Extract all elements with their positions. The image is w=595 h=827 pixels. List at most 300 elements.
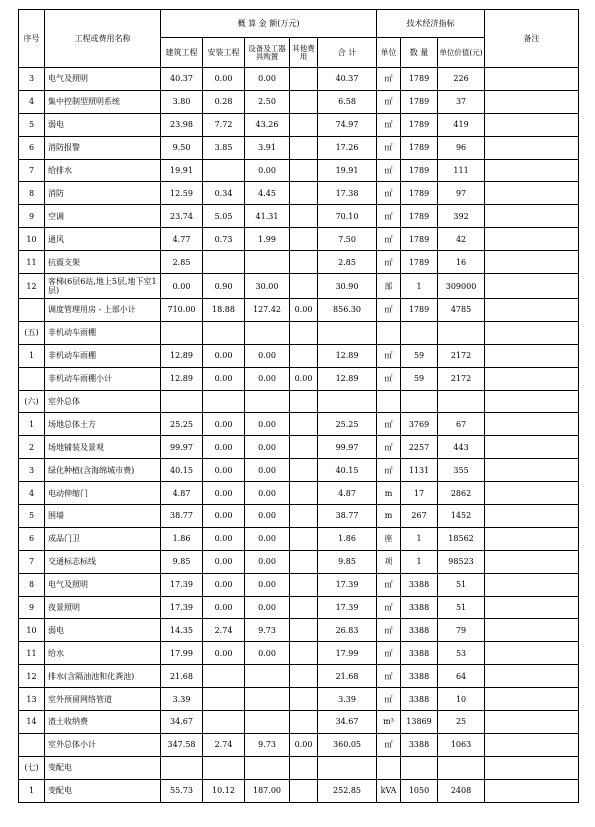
cell-equip: 0.00 (245, 596, 290, 619)
cell-other (290, 274, 318, 299)
cell-install: 0.00 (203, 527, 245, 550)
cell-seq (19, 367, 45, 390)
cell-name: 室外预留网络管道 (45, 688, 161, 711)
cell-total: 26.83 (318, 619, 377, 642)
cell-install: 3.85 (203, 136, 245, 159)
cell-other (290, 344, 318, 367)
cell-build: 55.73 (161, 779, 203, 802)
cell-name: 渣土收纳费 (45, 711, 161, 734)
cell-build: 12.89 (161, 344, 203, 367)
cell-seq: (五) (19, 321, 45, 344)
cell-name: 夜景照明 (45, 596, 161, 619)
cell-name: 变配电 (45, 779, 161, 802)
cell-total: 19.91 (318, 159, 377, 182)
cell-unit: ㎡ (377, 733, 401, 756)
cell-unit-price: 42 (438, 228, 485, 251)
cell-equip: 0.00 (245, 573, 290, 596)
cell-other (290, 779, 318, 802)
cell-name: 消防 (45, 182, 161, 205)
cell-seq: 4 (19, 90, 45, 113)
cell-remark (485, 779, 579, 802)
cell-unit: ㎡ (377, 90, 401, 113)
cell-unit: m³ (377, 711, 401, 734)
cell-remark (485, 68, 579, 91)
header-remark: 备注 (485, 10, 579, 68)
header-tech-group: 技术经济指标 (377, 10, 485, 38)
table-row (19, 413, 579, 436)
cell-name: 抗震支架 (45, 251, 161, 274)
table-row (19, 756, 579, 779)
cell-other (290, 251, 318, 274)
cell-unit (377, 321, 401, 344)
cell-seq (19, 299, 45, 322)
cell-equip (245, 390, 290, 413)
cell-seq: 1 (19, 344, 45, 367)
cell-remark (485, 573, 579, 596)
cell-seq: 13 (19, 688, 45, 711)
table-row (19, 482, 579, 505)
header-name: 工程或费用名称 (45, 10, 161, 68)
table-row (19, 182, 579, 205)
cell-qty: 2257 (401, 436, 438, 459)
cell-remark (485, 299, 579, 322)
cell-unit-price: 419 (438, 113, 485, 136)
cell-name: 电动伸缩门 (45, 482, 161, 505)
cell-seq: 9 (19, 596, 45, 619)
cell-install: 7.72 (203, 113, 245, 136)
cell-unit: ㎡ (377, 596, 401, 619)
cell-unit-price: 443 (438, 436, 485, 459)
cell-install: 0.00 (203, 367, 245, 390)
table-row (19, 619, 579, 642)
table-header (19, 10, 579, 68)
cell-qty: 1789 (401, 182, 438, 205)
cell-equip (245, 251, 290, 274)
cell-equip: 1.99 (245, 228, 290, 251)
cell-total: 17.39 (318, 596, 377, 619)
cell-install: 0.00 (203, 68, 245, 91)
cell-other (290, 505, 318, 528)
cell-total: 17.39 (318, 573, 377, 596)
cell-equip: 0.00 (245, 459, 290, 482)
cell-install (203, 390, 245, 413)
cell-other (290, 205, 318, 228)
cell-other (290, 90, 318, 113)
table-row (19, 228, 579, 251)
table-row (19, 136, 579, 159)
cell-seq (19, 733, 45, 756)
cell-install: 5.05 (203, 205, 245, 228)
cell-remark (485, 413, 579, 436)
cell-build: 4.77 (161, 228, 203, 251)
table-row (19, 299, 579, 322)
cell-install: 0.00 (203, 573, 245, 596)
cell-total: 4.87 (318, 482, 377, 505)
cell-other (290, 321, 318, 344)
cell-seq: 5 (19, 505, 45, 528)
cell-unit-price: 392 (438, 205, 485, 228)
header-seq: 序号 (19, 10, 45, 68)
cell-unit: ㎡ (377, 113, 401, 136)
cell-name: 客梯(6层6站,地上5层,地下室1层) (45, 274, 161, 299)
cell-build (161, 321, 203, 344)
cell-remark (485, 436, 579, 459)
cell-remark (485, 665, 579, 688)
cell-unit: ㎡ (377, 344, 401, 367)
cell-total: 252.85 (318, 779, 377, 802)
cell-other: 0.00 (290, 733, 318, 756)
cell-install: 2.74 (203, 619, 245, 642)
table-row (19, 596, 579, 619)
cell-total: 856.30 (318, 299, 377, 322)
cell-unit: 座 (377, 527, 401, 550)
cell-total: 17.99 (318, 642, 377, 665)
cell-name: 电气及照明 (45, 68, 161, 91)
cell-total (318, 390, 377, 413)
cell-other (290, 756, 318, 779)
cell-build (161, 756, 203, 779)
cell-install: 0.00 (203, 596, 245, 619)
cell-build: 1.86 (161, 527, 203, 550)
cell-other (290, 550, 318, 573)
cell-qty: 3388 (401, 619, 438, 642)
cell-build: 19.91 (161, 159, 203, 182)
cell-unit (377, 390, 401, 413)
cell-build: 17.99 (161, 642, 203, 665)
cell-unit: ㎡ (377, 251, 401, 274)
cell-unit-price: 2172 (438, 367, 485, 390)
cell-remark (485, 321, 579, 344)
table-row (19, 733, 579, 756)
cell-other (290, 413, 318, 436)
cell-total: 2.85 (318, 251, 377, 274)
cell-remark (485, 367, 579, 390)
cell-unit: ㎡ (377, 688, 401, 711)
cell-name: 给排水 (45, 159, 161, 182)
table-row (19, 711, 579, 734)
cell-remark (485, 596, 579, 619)
cell-seq: 9 (19, 205, 45, 228)
cell-qty: 1789 (401, 68, 438, 91)
cell-qty: 59 (401, 344, 438, 367)
cell-unit: ㎡ (377, 182, 401, 205)
cell-qty: 17 (401, 482, 438, 505)
cost-estimate-sheet (18, 9, 578, 803)
cell-unit-price: 18562 (438, 527, 485, 550)
cell-equip: 0.00 (245, 367, 290, 390)
table-row (19, 436, 579, 459)
cell-seq: 7 (19, 159, 45, 182)
table-row (19, 459, 579, 482)
cell-unit: ㎡ (377, 136, 401, 159)
cell-total: 38.77 (318, 505, 377, 528)
cell-other (290, 665, 318, 688)
cell-other (290, 182, 318, 205)
cell-seq: 12 (19, 274, 45, 299)
cell-build: 12.89 (161, 367, 203, 390)
cell-remark (485, 136, 579, 159)
table-row (19, 505, 579, 528)
cell-total: 74.97 (318, 113, 377, 136)
cell-remark (485, 182, 579, 205)
header-budget-group: 概 算 金 额(万元) (161, 10, 377, 38)
cell-seq: 4 (19, 482, 45, 505)
cell-unit-price: 309000 (438, 274, 485, 299)
cell-install: 0.00 (203, 642, 245, 665)
cell-unit: ㎡ (377, 459, 401, 482)
cell-name: 室外总体 (45, 390, 161, 413)
cell-install: 0.00 (203, 413, 245, 436)
cell-total: 12.89 (318, 367, 377, 390)
cell-unit-price: 67 (438, 413, 485, 436)
cell-qty: 1 (401, 550, 438, 573)
table-row (19, 779, 579, 802)
cell-other (290, 436, 318, 459)
table-row (19, 113, 579, 136)
cell-unit: ㎡ (377, 68, 401, 91)
table-row (19, 550, 579, 573)
cell-remark (485, 756, 579, 779)
cell-unit-price: 355 (438, 459, 485, 482)
cell-unit-price (438, 321, 485, 344)
cell-build: 17.39 (161, 573, 203, 596)
cell-seq: 11 (19, 251, 45, 274)
cell-other (290, 159, 318, 182)
cell-seq: 5 (19, 113, 45, 136)
cell-unit (377, 756, 401, 779)
cell-total (318, 321, 377, 344)
cell-total: 7.50 (318, 228, 377, 251)
cell-qty: 3388 (401, 573, 438, 596)
cell-qty: 59 (401, 367, 438, 390)
cell-other (290, 711, 318, 734)
cell-equip: 0.00 (245, 642, 290, 665)
cell-name: 通风 (45, 228, 161, 251)
cell-unit-price: 2172 (438, 344, 485, 367)
cell-unit: ㎡ (377, 413, 401, 436)
cell-equip: 0.00 (245, 550, 290, 573)
cell-unit: ㎡ (377, 573, 401, 596)
cell-other (290, 390, 318, 413)
cell-name: 室外总体小计 (45, 733, 161, 756)
cell-install: 2.74 (203, 733, 245, 756)
header-equip: 设备及工器具购置 (245, 38, 290, 68)
cell-seq: 2 (19, 436, 45, 459)
cell-unit: ㎡ (377, 665, 401, 688)
cell-total: 1.86 (318, 527, 377, 550)
cell-seq: 11 (19, 642, 45, 665)
cell-qty: 3388 (401, 596, 438, 619)
cell-qty: 1789 (401, 136, 438, 159)
cell-equip: 127.42 (245, 299, 290, 322)
cell-qty: 1 (401, 274, 438, 299)
cell-unit-price: 37 (438, 90, 485, 113)
cell-install: 0.00 (203, 459, 245, 482)
cell-qty: 1789 (401, 251, 438, 274)
cell-build: 17.39 (161, 596, 203, 619)
cell-other (290, 228, 318, 251)
cell-equip: 41.31 (245, 205, 290, 228)
cell-unit-price: 79 (438, 619, 485, 642)
cell-install: 0.90 (203, 274, 245, 299)
cell-qty: 3388 (401, 733, 438, 756)
cell-remark (485, 344, 579, 367)
cell-qty: 1789 (401, 159, 438, 182)
cell-total: 3.39 (318, 688, 377, 711)
cell-seq: 6 (19, 136, 45, 159)
cell-unit: 项 (377, 550, 401, 573)
cell-unit: ㎡ (377, 619, 401, 642)
cell-install: 0.00 (203, 550, 245, 573)
cell-remark (485, 642, 579, 665)
cell-seq: (六) (19, 390, 45, 413)
cell-seq: 12 (19, 665, 45, 688)
cell-install: 0.34 (203, 182, 245, 205)
cell-total: 17.26 (318, 136, 377, 159)
cell-total: 25.25 (318, 413, 377, 436)
cell-seq: 3 (19, 459, 45, 482)
cell-equip: 187.00 (245, 779, 290, 802)
table-row (19, 251, 579, 274)
cell-equip: 9.73 (245, 733, 290, 756)
table-row (19, 159, 579, 182)
cell-remark (485, 90, 579, 113)
table-row (19, 390, 579, 413)
cell-build: 25.25 (161, 413, 203, 436)
cell-build: 99.97 (161, 436, 203, 459)
cell-qty: 1789 (401, 299, 438, 322)
cell-qty: 1 (401, 527, 438, 550)
cell-name: 调度管理用房 - 上部小计 (45, 299, 161, 322)
cell-unit: ㎡ (377, 205, 401, 228)
cell-qty: 1789 (401, 205, 438, 228)
cell-name: 绿化种植(含海绵城市费) (45, 459, 161, 482)
cell-install: 0.00 (203, 505, 245, 528)
cell-unit-price: 1063 (438, 733, 485, 756)
header-unit: 单位 (377, 38, 401, 68)
cell-seq: 14 (19, 711, 45, 734)
cell-qty: 1789 (401, 228, 438, 251)
cell-qty: 13869 (401, 711, 438, 734)
cell-equip: 0.00 (245, 159, 290, 182)
cell-build: 23.98 (161, 113, 203, 136)
cell-equip: 0.00 (245, 413, 290, 436)
cell-total: 34.67 (318, 711, 377, 734)
cell-build: 12.59 (161, 182, 203, 205)
cell-seq: (七) (19, 756, 45, 779)
cell-build: 38.77 (161, 505, 203, 528)
cell-remark (485, 390, 579, 413)
cell-build: 9.85 (161, 550, 203, 573)
cell-name: 弱电 (45, 113, 161, 136)
cell-remark (485, 251, 579, 274)
cell-other (290, 136, 318, 159)
cell-equip: 0.00 (245, 482, 290, 505)
cell-total: 40.37 (318, 68, 377, 91)
table-row (19, 665, 579, 688)
cell-unit-price (438, 390, 485, 413)
cell-qty: 3388 (401, 665, 438, 688)
cell-build: 0.00 (161, 274, 203, 299)
cell-build: 4.87 (161, 482, 203, 505)
cell-name: 电气及照明 (45, 573, 161, 596)
cell-unit-price: 97 (438, 182, 485, 205)
cell-other (290, 688, 318, 711)
cell-build: 3.39 (161, 688, 203, 711)
cell-unit-price: 4785 (438, 299, 485, 322)
table-row (19, 344, 579, 367)
cell-name: 给水 (45, 642, 161, 665)
cell-name: 围墙 (45, 505, 161, 528)
cell-total: 30.90 (318, 274, 377, 299)
cell-other (290, 68, 318, 91)
cell-unit: ㎡ (377, 159, 401, 182)
cell-qty: 3769 (401, 413, 438, 436)
cell-equip: 0.00 (245, 505, 290, 528)
cell-seq: 6 (19, 527, 45, 550)
cell-unit: ㎡ (377, 228, 401, 251)
cell-name: 交通标志标线 (45, 550, 161, 573)
cell-remark (485, 527, 579, 550)
cell-install (203, 321, 245, 344)
cell-qty (401, 390, 438, 413)
table-row (19, 90, 579, 113)
header-unit-price: 单位价值(元) (438, 38, 485, 68)
cell-unit-price: 98523 (438, 550, 485, 573)
cell-build: 347.58 (161, 733, 203, 756)
cell-unit-price: 96 (438, 136, 485, 159)
cell-unit: ㎡ (377, 367, 401, 390)
cell-equip (245, 711, 290, 734)
cell-remark (485, 711, 579, 734)
cell-other (290, 619, 318, 642)
table-row (19, 642, 579, 665)
cell-unit-price: 64 (438, 665, 485, 688)
cell-unit: m (377, 505, 401, 528)
cell-unit-price: 53 (438, 642, 485, 665)
cell-build: 2.85 (161, 251, 203, 274)
cell-install (203, 756, 245, 779)
cell-build: 34.67 (161, 711, 203, 734)
cell-install: 0.28 (203, 90, 245, 113)
cell-other (290, 527, 318, 550)
cell-remark (485, 550, 579, 573)
cell-name: 集中控制型照明系统 (45, 90, 161, 113)
cell-install: 10.12 (203, 779, 245, 802)
cell-build: 21.68 (161, 665, 203, 688)
cell-install: 18.88 (203, 299, 245, 322)
cell-unit-price (438, 756, 485, 779)
cell-unit-price: 1452 (438, 505, 485, 528)
cell-unit: kVA (377, 779, 401, 802)
table-row (19, 205, 579, 228)
cell-name: 弱电 (45, 619, 161, 642)
cell-total: 12.89 (318, 344, 377, 367)
header-install: 安装工程 (203, 38, 245, 68)
table-row (19, 688, 579, 711)
cell-other: 0.00 (290, 299, 318, 322)
cost-estimate-table (18, 9, 579, 803)
cell-unit: m (377, 482, 401, 505)
cell-remark (485, 482, 579, 505)
cell-name: 非机动车雨棚 (45, 321, 161, 344)
cell-other (290, 459, 318, 482)
cell-install (203, 665, 245, 688)
cell-build: 3.80 (161, 90, 203, 113)
cell-equip: 0.00 (245, 436, 290, 459)
cell-name: 成品门卫 (45, 527, 161, 550)
cell-total: 17.38 (318, 182, 377, 205)
